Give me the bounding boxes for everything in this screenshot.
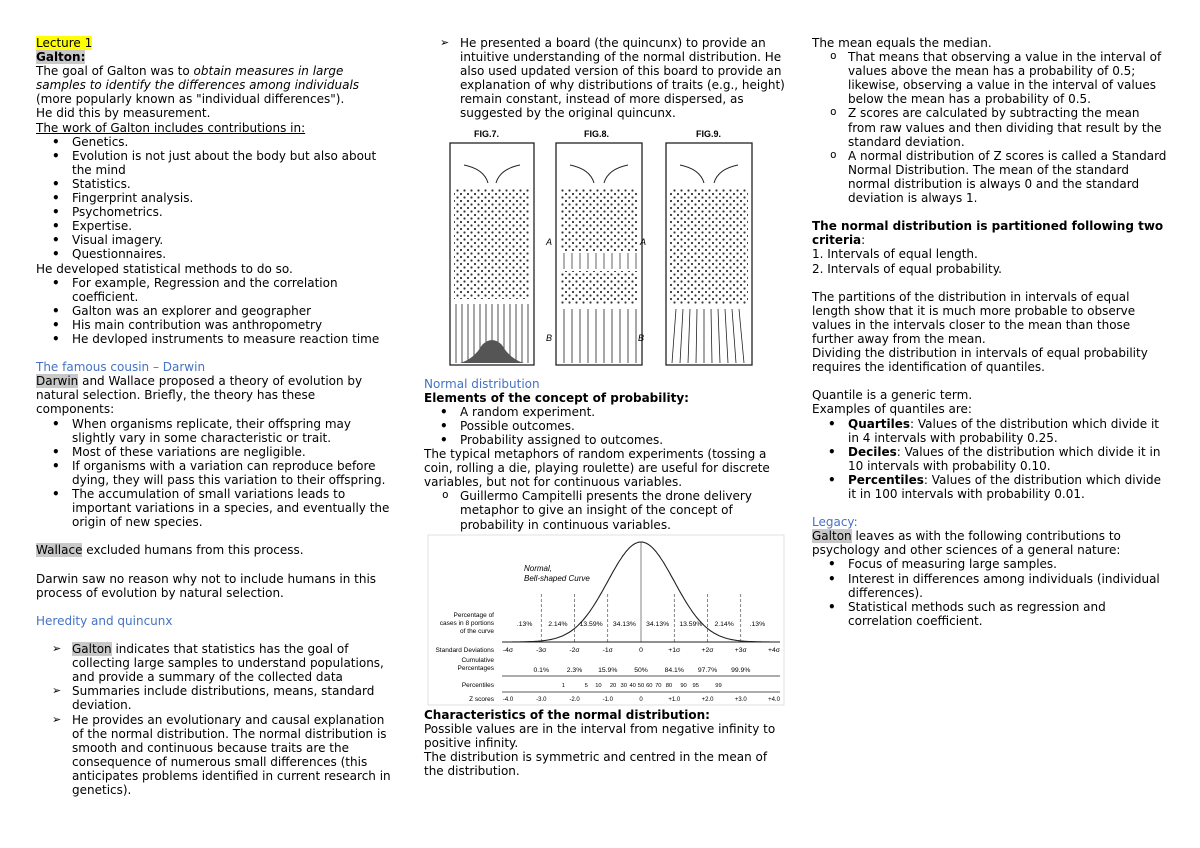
fig-8-letter-a: A xyxy=(546,236,553,247)
wallace-paragraph: Wallace excluded humans from this process. xyxy=(36,543,304,558)
sd-value: +1σ xyxy=(668,646,681,654)
list-item: • He devloped instruments to measure reaction time xyxy=(36,332,396,346)
list-item: • If organisms with a variation can reproduce before dying, they will pass this variation to their offspring. xyxy=(36,459,396,487)
fig-9-label: FIG.9. xyxy=(696,128,722,139)
list-item: • Statistical methods such as regression and correlation coefficient. xyxy=(812,600,1168,628)
perc-value: 10 xyxy=(595,682,602,689)
cum-value: 99.9% xyxy=(731,666,751,674)
fig-8-letter-b-right: B xyxy=(638,332,645,343)
perc-value: 95 xyxy=(692,682,699,689)
fig-9-funnel xyxy=(680,165,738,183)
criteria-1: 1. Intervals of equal length. xyxy=(812,247,978,262)
column-3 xyxy=(812,36,1168,628)
cum-value: 0.1% xyxy=(533,666,549,674)
z-value: -4.0 xyxy=(502,696,514,703)
partitions-paragraph: The partitions of the distribution in intervals of equal length show that it is much more probable to observe values in the intervals closer to the mean than those further away from the mean. xyxy=(812,289,1136,346)
list-item: • When organisms replicate, their offspring may slightly vary in some characteristic or trait. xyxy=(36,417,396,445)
z-value: 0 xyxy=(639,696,643,703)
pct-value: 34.13% xyxy=(646,620,670,628)
perc-value: 80 xyxy=(665,682,673,689)
list-item: • Expertise. xyxy=(36,219,396,233)
list-item: • Psychometrics. xyxy=(36,205,396,219)
fig-7-label: FIG.7. xyxy=(474,128,500,139)
sd-values xyxy=(503,647,781,654)
list-item: • The accumulation of small variations leads to important variations in a species, and eventually the origin of new species. xyxy=(36,487,396,529)
list-item: • Possible outcomes. xyxy=(424,419,786,433)
pct-value: 2.14% xyxy=(548,620,568,628)
column-1 xyxy=(36,36,396,797)
fig-8-pins-lower xyxy=(560,271,638,305)
pct-value: 13.59% xyxy=(579,620,603,628)
bell-curve-illustration xyxy=(424,534,786,706)
lecture-title: Lecture 1 xyxy=(36,36,93,50)
stat-methods-list xyxy=(36,276,396,346)
list-item: • Probability assigned to outcomes. xyxy=(424,433,786,447)
perc-value: 60 xyxy=(646,682,653,689)
perc-value: 30 xyxy=(620,682,627,689)
list-item: • Percentiles: Values of the distribution which divide it in 100 intervals with probability 0.01. xyxy=(812,473,1168,501)
fig-7-funnel xyxy=(464,165,520,183)
list-item: • For example, Regression and the correlation coefficient. xyxy=(36,276,396,304)
pct-label-2: cases in 8 portions xyxy=(439,619,494,627)
list-item: • Quartiles: Values of the distribution which divide it in 4 intervals with probability 0.25. xyxy=(812,417,1168,445)
list-item: • A random experiment. xyxy=(424,405,786,419)
fig-8-funnel xyxy=(570,165,628,183)
heredity-list xyxy=(36,642,396,797)
quantile-list xyxy=(812,417,1168,502)
list-item: o Z scores are calculated by subtracting the mean from raw values and then dividing that result by the standard deviation. xyxy=(812,106,1168,148)
cousin-heading: The famous cousin – Darwin xyxy=(36,360,206,375)
cum-label-2: Percentages xyxy=(457,664,494,672)
darwin-paragraph: Darwin and Wallace proposed a theory of evolution by natural selection. Briefly, the theory has these components: xyxy=(36,374,363,417)
normal-distribution-heading: Normal distribution xyxy=(424,376,540,391)
fig-9-slanted-bins xyxy=(672,309,744,363)
fig-8-frame xyxy=(556,143,645,365)
list-item: o A normal distribution of Z scores is called a Standard Normal Distribution. The mean of the standard normal distribution is always 0 and the standard deviation is always 1. xyxy=(812,149,1168,205)
cum-value: 50% xyxy=(634,666,648,674)
darwin-list xyxy=(36,417,396,530)
fig-7-pins xyxy=(454,189,530,299)
column-2 xyxy=(424,36,786,778)
perc-values xyxy=(562,683,722,689)
list-item: • Visual imagery. xyxy=(36,233,396,247)
list-item: o That means that observing a value in the interval of values above the mean has a probability of 0.5; likewise, observing a value in the interval of values below the mean has a probability of 0.5. xyxy=(812,50,1168,106)
list-item: • Focus of measuring large samples. xyxy=(812,557,1168,571)
z-value: -2.0 xyxy=(569,696,580,703)
list-item: ➢ Summaries include distributions, means, standard deviation. xyxy=(36,684,396,712)
list-item: • Statistics. xyxy=(36,177,396,191)
legacy-heading: Legacy: xyxy=(812,515,858,530)
darwin-humans-paragraph: Darwin saw no reason why not to include humans in this process of evolution by natural selection. xyxy=(36,571,377,600)
sd-value: -3σ xyxy=(536,646,547,654)
fig-8-label: FIG.8. xyxy=(584,128,610,139)
perc-value: 99 xyxy=(715,682,722,689)
sd-value: +4σ xyxy=(768,646,780,654)
perc-value: 70 xyxy=(655,682,662,689)
partition-heading: The normal distribution is partitioned following two criteria: xyxy=(812,219,1164,248)
list-item: • Evolution is not just about the body but also about the mind xyxy=(36,149,396,177)
z-value: +4.0 xyxy=(768,696,780,703)
probability-heading: Elements of the concept of probability: xyxy=(424,390,689,405)
list-item: o Guillermo Campitelli presents the drone delivery metaphor to give an insight of the concept of probability in continuous variables. xyxy=(424,489,786,531)
probability-list xyxy=(424,405,786,447)
measurement-line: He did this by measurement. xyxy=(36,106,211,121)
characteristics-2: The distribution is symmetric and centred in the mean of the distribution. xyxy=(424,749,768,778)
sd-value: -2σ xyxy=(569,646,580,654)
dividing-paragraph: Dividing the distribution in intervals of equal probability requires the identification of quantiles. xyxy=(812,346,1148,375)
z-value: +2.0 xyxy=(701,696,714,703)
z-value: -1.0 xyxy=(602,696,613,703)
bell-title-1: Normal, xyxy=(524,563,553,573)
galton-goal: The goal of Galton was to obtain measures in large samples to identify the differences among individuals (more popularly known as "individual differences"). xyxy=(36,64,360,107)
fig-8-letter-b: B xyxy=(546,332,553,343)
bell-curve-figure xyxy=(424,534,786,708)
fig-9-pins xyxy=(670,189,748,305)
fig-8-pins-upper xyxy=(560,189,638,251)
cum-label-1: Cumulative xyxy=(461,656,494,664)
characteristics-1: Possible values are in the interval from negative infinity to positive infinity. xyxy=(424,721,776,750)
perc-value: 1 xyxy=(561,682,566,689)
cum-value: 84.1% xyxy=(664,666,684,674)
mean-sub-list xyxy=(812,50,1168,205)
list-item: • Most of these variations are negligible. xyxy=(36,445,396,459)
quincunx-figure xyxy=(424,129,786,377)
cum-value: 15.9% xyxy=(598,666,618,674)
quincunx-illustration xyxy=(424,129,786,369)
z-label: Z scores xyxy=(469,695,494,703)
perc-value: 40 xyxy=(629,682,636,689)
z-value: +1.0 xyxy=(668,696,681,703)
galton-heading: Galton: xyxy=(36,50,86,65)
bell-title-2: Bell-shaped Curve xyxy=(524,573,590,583)
sd-label: Standard Deviations xyxy=(435,646,494,654)
sd-value: +2σ xyxy=(701,646,714,654)
characteristics-heading: Characteristics of the normal distribution: xyxy=(424,707,710,722)
criteria-2: 2. Intervals of equal probability. xyxy=(812,261,1002,276)
legacy-paragraph: Galton leaves as with the following contributions to psychology and other sciences of a general nature: xyxy=(812,529,1121,558)
perc-value: 50 xyxy=(637,682,645,689)
pct-label-1: Percentage of xyxy=(453,611,494,619)
z-value: +3.0 xyxy=(734,696,747,703)
pct-value: .13% xyxy=(516,620,533,628)
list-item: • Questionnaires. xyxy=(36,247,396,261)
list-item: • Interest in differences among individuals (individual differences). xyxy=(812,572,1168,600)
cum-value: 97.7% xyxy=(697,666,718,674)
heredity-heading: Heredity and quincunx xyxy=(36,613,173,628)
list-item: ➢ Galton indicates that statistics has the goal of collecting large samples to understand populations, and provide a summary of the collected data xyxy=(36,642,396,684)
perc-label: Percentiles xyxy=(461,681,494,689)
drone-list xyxy=(424,489,786,531)
z-values xyxy=(503,697,781,703)
pct-value: 2.14% xyxy=(714,620,734,628)
list-item: ➢ He provides an evolutionary and causal explanation of the normal distribution. The normal distribution is smooth and continuous because traits are the consequence of numerous small differences (this anticipates problems identified in current research in genetics). xyxy=(36,713,396,798)
mean-median-line: The mean equals the median. xyxy=(812,36,992,50)
pct-value: 13.59% xyxy=(679,620,703,628)
list-item: • Galton was an explorer and geographer xyxy=(36,304,396,318)
fig-8-middle-bins xyxy=(564,253,636,269)
metaphors-paragraph: The typical metaphors of random experiments (tossing a coin, rolling a die, playing roulette) are useful for discrete variables, but not for continuous variables. xyxy=(424,447,770,490)
list-item: • Deciles: Values of the distribution which divide it in 10 intervals with probability 0.10. xyxy=(812,445,1168,473)
pct-value: .13% xyxy=(749,620,766,628)
legacy-list xyxy=(812,557,1168,627)
perc-value: 5 xyxy=(584,682,588,689)
quantile-examples: Examples of quantiles are: xyxy=(812,402,972,417)
perc-value: 90 xyxy=(680,682,687,689)
fig-8-letter-a-right: A xyxy=(640,236,647,247)
fig-7-pile xyxy=(460,340,524,363)
list-item: ➢ He presented a board (the quincunx) to provide an intuitive understanding of the normal distribution. He also used updated version of this board to provide an explanation of why distributions of traits (e.g., height) remain constant, instead of more dispersed, as suggested by the original quincunx. xyxy=(424,36,786,121)
cum-value: 2.3% xyxy=(566,666,583,674)
list-item: • Fingerprint analysis. xyxy=(36,191,396,205)
stat-methods-line: He developed statistical methods to do so. xyxy=(36,261,293,276)
sd-value: 0 xyxy=(639,646,643,654)
pct-label-3: of the curve xyxy=(460,627,494,635)
sd-value: -4σ xyxy=(502,646,514,654)
perc-value: 20 xyxy=(609,682,617,689)
contributions-list xyxy=(36,135,396,262)
list-item: • His main contribution was anthropometry xyxy=(36,318,396,332)
quantile-generic: Quantile is a generic term. xyxy=(812,388,973,403)
contributions-heading: The work of Galton includes contributions in: xyxy=(36,120,306,135)
list-item: • Genetics. xyxy=(36,135,396,149)
fig-8-bins xyxy=(564,309,636,363)
board-list xyxy=(424,36,786,121)
pct-value: 34.13% xyxy=(612,620,636,628)
sd-value: -1σ xyxy=(602,646,613,654)
sd-value: +3σ xyxy=(734,646,747,654)
z-value: -3.0 xyxy=(536,696,547,703)
